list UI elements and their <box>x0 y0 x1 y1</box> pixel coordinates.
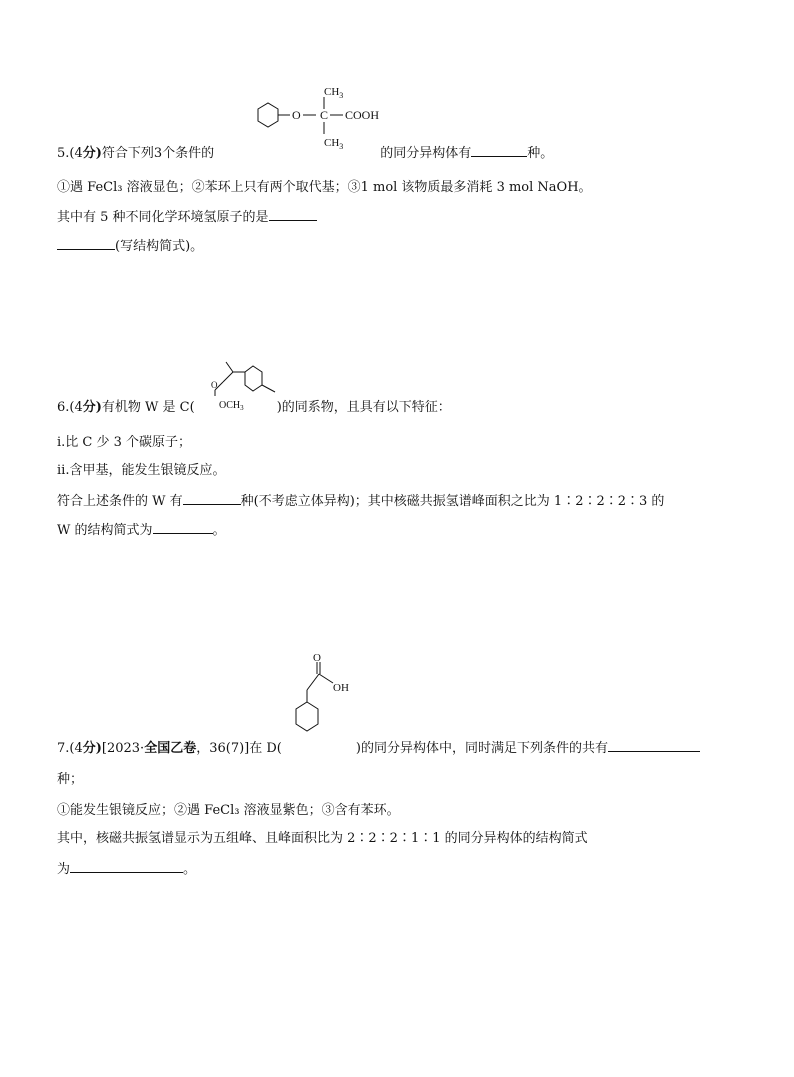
q6-line-b: W 的结构简式为 。 <box>57 520 226 540</box>
q7-label-oh: OH <box>333 682 349 694</box>
q5-conditions: ①遇 FeCl₃ 溶液显色；②苯环上只有两个取代基；③1 mol 该物质最多消耗 3 mol NaOH。 <box>57 180 592 195</box>
q6-label-o: O <box>211 380 218 390</box>
q6-label-och3: $OCH_3$ <box>219 400 244 412</box>
q6-line-a: 符合上述条件的 W 有 种(不考虑立体异构)；其中核磁共振氢谱峰面积之比为 1∶2∶2∶2∶3 的 <box>57 491 664 511</box>
q5-label-cooh: COOH <box>345 108 380 122</box>
q6-answer-blank-2[interactable] <box>153 520 213 534</box>
q5-answer-blank-3[interactable] <box>57 236 115 250</box>
q6-benzene-ring <box>245 366 262 391</box>
q5-label-ch3-top: $CH_3$ <box>324 86 344 100</box>
q7-structure <box>285 650 365 750</box>
q7-line2: 种； <box>57 772 84 787</box>
q7-line5: 为 。 <box>57 859 196 879</box>
q5-line3: 其中有 5 种不同化学环境氢原子的是 <box>57 207 317 227</box>
q5-line1: 5.(4分)符合下列3个条件的 的同分异构体有 种。 <box>57 143 553 163</box>
q7-answer-blank-1[interactable] <box>608 738 700 752</box>
q7-line1: 7.(4分)[2023·全国乙卷，36(7)]在 D( )的同分异构体中，同时满足下列条件的共有 <box>57 738 700 758</box>
q6-line1: 6.(4分)有机物 W 是 C( )的同系物，且具有以下特征： <box>57 400 451 415</box>
q7-answer-blank-2[interactable] <box>70 859 183 873</box>
q7-conditions: ①能发生银镜反应；②遇 FeCl₃ 溶液显紫色；③含有苯环。 <box>57 803 400 818</box>
q5-label-o: O <box>292 108 301 122</box>
q6-item1: ⅰ.比 C 少 3 个碳原子； <box>57 435 192 450</box>
q5-label-c: C <box>320 108 329 122</box>
q6-answer-blank-1[interactable] <box>183 491 241 505</box>
q6-item2: ⅱ.含甲基，能发生银镜反应。 <box>57 463 226 478</box>
q5-line4: (写结构简式)。 <box>57 236 203 256</box>
q7-benzene-ring <box>296 702 318 731</box>
q7-line4: 其中，核磁共振氢谱显示为五组峰、且峰面积比为 2∶2∶2∶1∶1 的同分异构体的结构简式 <box>57 831 588 846</box>
q5-benzene-ring <box>258 103 278 127</box>
q7-label-o: O <box>313 652 321 664</box>
q5-label-ch3-bottom: $CH_3$ <box>324 137 344 151</box>
q5-answer-blank-1[interactable] <box>471 143 527 157</box>
q5-answer-blank-2[interactable] <box>269 207 317 221</box>
